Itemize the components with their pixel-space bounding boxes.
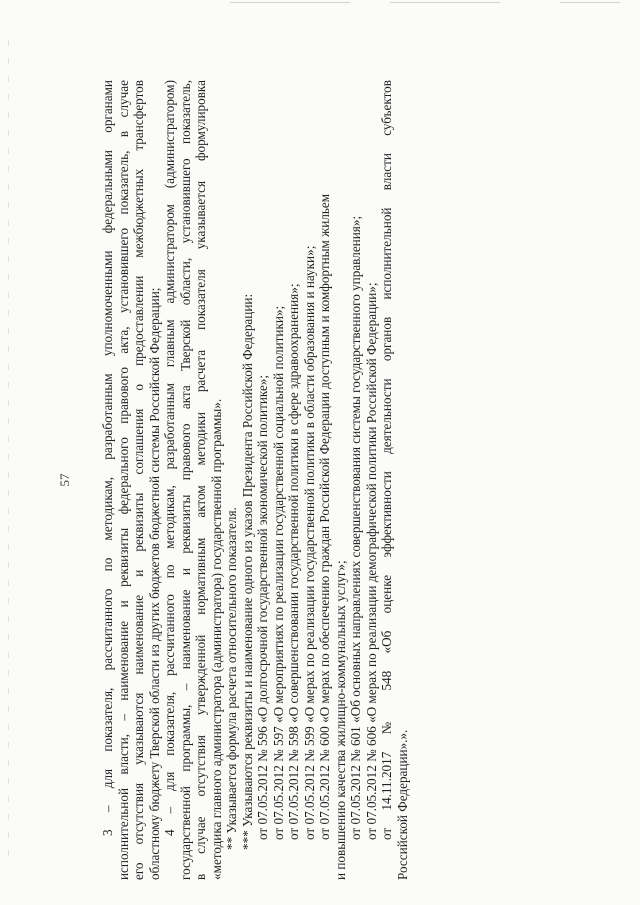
- text-line: от 07.05.2012 № 601 «Об основных направлениях совершенствования системы государственного управления»;: [348, 215, 363, 840]
- text-line: государственной программы, – наименование и реквизиты правового акта Тверской области, установившего показатель,: [177, 80, 193, 880]
- text-line: Российской Федерации».».: [394, 729, 410, 880]
- text-line: исполнительной власти, – наименование и реквизиты федерального правового акта, установившего показатель, в случае: [115, 80, 131, 880]
- text-line: областному бюджету Тверской области из других бюджетов бюджетной системы Российской Федерации;: [146, 287, 162, 880]
- text-line: от 14.11.2017 № 548 «Об оценке эффективности деятельности органов исполнительной власти субъектов: [379, 80, 394, 840]
- text-line: *** Указываются реквизиты и наименование одного из указов Президента Российской Федерации:: [239, 293, 255, 850]
- text-line: его отсутствия указываются наименование и реквизиты соглашения о предоставлении межбюджетных трансфертов: [131, 80, 146, 880]
- scan-edge-artifacts: [0, 2, 640, 10]
- text-line: «методика главного администратора (администратора) государственной программы».: [208, 398, 224, 880]
- text-line: от 07.05.2012 № 600 «О мерах по обеспечению граждан Российской Федерации доступным и комфортным жильем: [317, 193, 332, 840]
- text-line: 4 – для показателя, рассчитанного по методикам, разработанным главным администратором (администратором): [162, 80, 177, 836]
- text-line: и повышению качества жилищно-коммунальных услуг»;: [332, 560, 348, 880]
- rotated-text-block: [57, 80, 450, 880]
- page-number: 57: [57, 473, 72, 487]
- text-line: от 07.05.2012 № 596 «О долгосрочной государственной экономической политике»;: [255, 374, 270, 840]
- scan-margin-artifact: [8, 40, 9, 860]
- text-line: от 07.05.2012 № 599 «О мерах по реализации государственной политики в области образования и науки»;: [301, 245, 317, 840]
- text-line: от 07.05.2012 № 598 «О совершенствовании государственной политики в сфере здравоохранения»;: [286, 283, 301, 840]
- text-line: от 07.05.2012 № 606 «О мерах по реализации демографической политики Российской Федерации»;: [363, 282, 379, 840]
- text-line: от 07.05.2012 № 597 «О мероприятиях по реализации государственной социальной политики»;: [270, 305, 286, 840]
- text-line: 3 – для показателя, рассчитанного по методикам, разработанным уполномоченными федеральными органами: [100, 80, 115, 836]
- text-line: в случае отсутствия утвержденной нормативным актом методики расчета показателя указывается формулировка: [193, 80, 208, 880]
- document-body: [100, 80, 410, 880]
- text-line: ** Указывается формула расчета относительного показателя.: [224, 507, 239, 850]
